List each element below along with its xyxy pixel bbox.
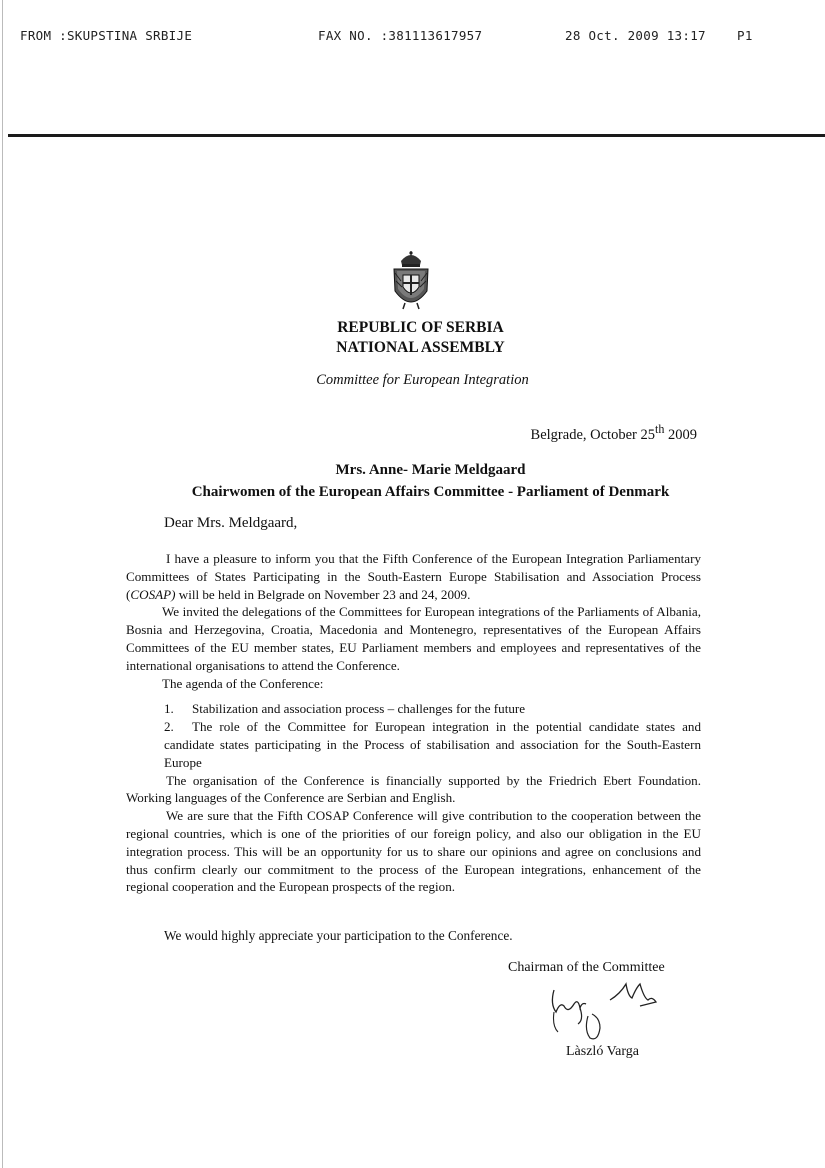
fax-date-time: 28 Oct. 2009 13:17 [565,28,706,43]
handwritten-signature [540,980,670,1046]
page-edge [2,0,3,1168]
committee-name: Committee for European Integration [316,372,529,388]
letterhead-country: REPUBLIC OF SERBIA [337,319,504,336]
coat-of-arms-icon [391,251,431,313]
agenda-item: 2. The role of the Committee for European integration in the potential candidate states and candidate states participating in the Process of stabilisation and association for the South-Eastern Europe [164,719,701,770]
agenda-intro: The agenda of the Conference: [162,675,324,691]
paragraph-invitation: I have a pleasure to inform you that the Fifth Conference of the European Integration Parliamentary Committees of States Participating in the South-Eastern Europe Stabilisation and Association Process (COSAP) will be held in Belgrade on November 23 and 24, 2009. [126,551,701,602]
fax-number: FAX NO. :381113617957 [318,28,483,43]
paragraph-funding: The organisation of the Conference is financially supported by the Friedrich Ebert Foundation. Working languages of the Conference are Serbian and English. [126,772,701,806]
signatory-name: Làszló Varga [566,1044,639,1059]
letterhead-title [0,318,825,358]
fax-header-rule [8,134,825,137]
addressee-title: Chairwomen of the European Affairs Committee - Parliament of Denmark [191,484,670,500]
agenda-list [126,700,701,771]
agenda-item: 1. Stabilization and association process – challenges for the future [164,701,526,717]
letter-date: Belgrade, October 25th 2009 [530,422,697,443]
addressee-block [0,459,825,503]
paragraph-delegations: We invited the delegations of the Committees for European integrations of the Parliaments of Albania, Bosnia and Herzegovina, Croatia, Macedonia and Montenegro, representatives of the European Affairs Committees of the EU member states, EU Parliament members and employees and representatives of the international organisations to attend the Conference. [126,604,701,673]
addressee-name: Mrs. Anne- Marie Meldgaard [335,462,526,478]
closing-line: We would highly appreciate your participation to the Conference. [164,928,513,943]
paragraph-cooperation: We are sure that the Fifth COSAP Conference will give contribution to the cooperation between the regional countries, which is one of the priorities of our foreign policy, and also our obligation in the EU integration process. This will be an opportunity for us to share our opinions and agree on conclusions and thus confirm clearly our commitment to the process of the European integrations, enhancement of the regional cooperation and the European prospects of the region. [126,808,701,895]
salutation: Dear Mrs. Meldgaard, [164,515,298,531]
letter-body [126,550,701,896]
letterhead-institution: NATIONAL ASSEMBLY [336,339,505,356]
fax-header [0,28,825,48]
fax-page-number: P1 [737,28,753,43]
fax-from: FROM :SKUPSTINA SRBIJE [20,28,193,43]
signatory-role: Chairman of the Committee [508,960,665,975]
